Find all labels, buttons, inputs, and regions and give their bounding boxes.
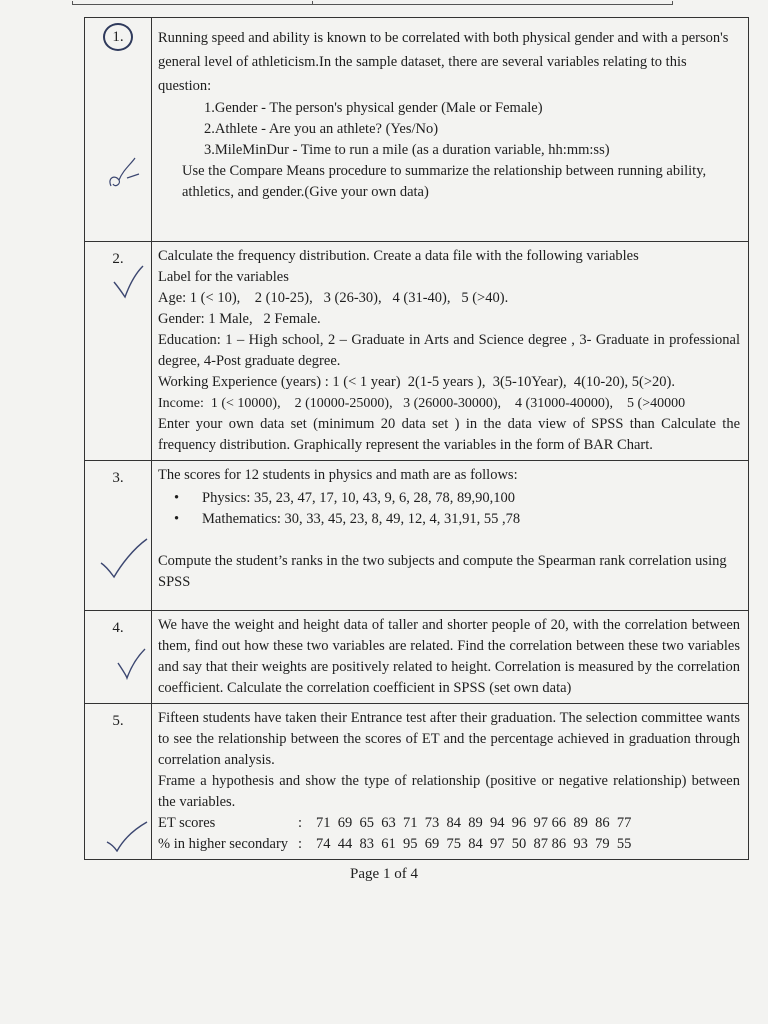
question-number: 5. bbox=[112, 713, 124, 729]
check-mark-icon bbox=[115, 647, 147, 681]
variable-item: 1.Gender - The person's physical gender (Male or Female) bbox=[204, 100, 543, 116]
question-text: Calculate the frequency distribution. Create a data file with the following variables bbox=[158, 248, 639, 264]
question-text: Education: 1 – High school, 2 – Graduate in Arts and Science degree , 3- Graduate in professional degree, 4-Post graduate degree. bbox=[158, 332, 740, 369]
row-label: % in higher secondary bbox=[158, 836, 289, 852]
question-number-cell bbox=[85, 611, 152, 704]
question-text: Age: 1 (< 10), 2 (10-25), 3 (26-30), 4 (31-40), 5 (>40). bbox=[158, 290, 509, 306]
question-text: Label for the variables bbox=[158, 269, 289, 285]
check-mark-icon bbox=[105, 820, 149, 852]
question-text: Working Experience (years) : 1 (< 1 year) 2(1-5 years ), 3(5-10Year), 4(10-20), 5(>20). bbox=[158, 374, 676, 390]
question-text: Running speed and ability is known to be correlated with both physical gender and with a person's general level of athleticism.In the sample dataset, there are several variables relating to this question: bbox=[158, 30, 729, 94]
row-separator: : bbox=[298, 815, 303, 831]
question-text: Frame a hypothesis and show the type of relationship (positive or negative relationship) between the variables. bbox=[158, 773, 740, 810]
question-row-4 bbox=[85, 611, 749, 704]
question-body bbox=[152, 704, 749, 860]
handwritten-mark bbox=[105, 148, 145, 198]
question-number-cell bbox=[85, 18, 152, 242]
question-number-cell bbox=[85, 242, 152, 461]
question-body bbox=[152, 242, 749, 461]
score-row bbox=[158, 834, 740, 855]
question-row-3 bbox=[85, 461, 749, 611]
question-number-cell bbox=[85, 704, 152, 860]
question-text: Fifteen students have taken their Entrance test after their graduation. The selection committee wants to see the relationship between the scores of ET and the percentage achieved in graduation through correlation analysis. bbox=[158, 710, 740, 768]
question-row-2 bbox=[85, 242, 749, 461]
variable-item: 3.MileMinDur - Time to run a mile (as a duration variable, hh:mm:ss) bbox=[204, 142, 610, 158]
check-mark-icon bbox=[111, 264, 145, 300]
question-body bbox=[152, 18, 749, 242]
score-list bbox=[158, 488, 740, 530]
top-border-line bbox=[72, 4, 672, 5]
border-tick bbox=[672, 1, 673, 5]
border-tick bbox=[312, 1, 313, 5]
question-text: Enter your own data set (minimum 20 data set ) in the data view of SPSS than Calculate the frequency distribution. Graphically represent the variables in the form of BAR Chart. bbox=[158, 416, 740, 453]
page-number: Page 1 of 4 bbox=[350, 866, 418, 882]
row-values: 74 44 83 61 95 69 75 84 97 50 87 86 93 79 55 bbox=[316, 836, 632, 852]
question-text: The scores for 12 students in physics and math are as follows: bbox=[158, 467, 518, 483]
row-values: 71 69 65 63 71 73 84 89 94 96 97 66 89 86 77 bbox=[316, 815, 632, 831]
question-number: 1. bbox=[103, 23, 133, 51]
question-row-5 bbox=[85, 704, 749, 860]
question-number: 2. bbox=[112, 251, 124, 267]
question-body bbox=[152, 611, 749, 704]
list-item: • Mathematics: 30, 33, 45, 23, 8, 49, 12, 4, 31,91, 55 ,78 bbox=[202, 509, 740, 530]
row-separator: : bbox=[298, 836, 303, 852]
question-text: Income: 1 (< 10000), 2 (10000-25000), 3 (26000-30000), 4 (31000-40000), 5 (>40000 bbox=[158, 396, 686, 411]
score-row bbox=[158, 813, 740, 834]
row-label: ET scores bbox=[158, 815, 216, 831]
list-item: • Physics: 35, 23, 47, 17, 10, 43, 9, 6, 28, 78, 89,90,100 bbox=[202, 488, 740, 509]
question-instruction: Compute the student’s ranks in the two subjects and compute the Spearman rank correlation using SPSS bbox=[158, 553, 727, 590]
border-tick bbox=[72, 1, 73, 5]
question-text: We have the weight and height data of taller and shorter people of 20, with the correlation between them, find out how these two variables are related. Find the correlation between these two variables and say that their weights are positively related to height. Correlation is measured by the correlation coefficient. Calculate the correlation coefficient in SPSS (set own data) bbox=[158, 617, 740, 696]
question-text: Gender: 1 Male, 2 Female. bbox=[158, 311, 321, 327]
variable-item: 2.Athlete - Are you an athlete? (Yes/No) bbox=[204, 121, 439, 137]
question-body bbox=[152, 461, 749, 611]
question-number: 4. bbox=[112, 620, 124, 636]
question-row-1 bbox=[85, 18, 749, 242]
question-table bbox=[84, 17, 749, 860]
check-mark-icon bbox=[99, 535, 149, 579]
question-number: 3. bbox=[112, 470, 124, 486]
question-number-cell bbox=[85, 461, 152, 611]
question-instruction: Use the Compare Means procedure to summarize the relationship between running ability, athletics, and gender.(Give your own data) bbox=[182, 163, 707, 200]
